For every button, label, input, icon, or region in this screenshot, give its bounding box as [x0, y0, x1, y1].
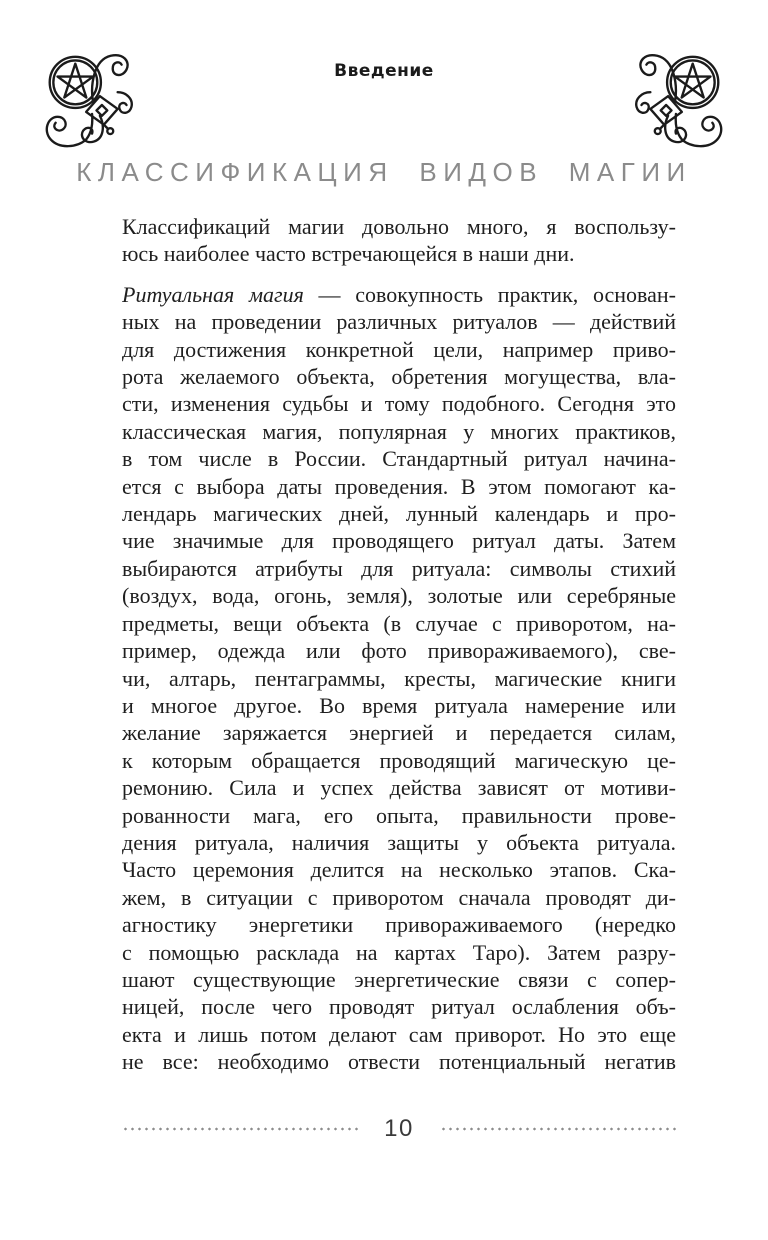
text-line: рота желаемого объекта, обретения могущества, вла-	[122, 364, 676, 390]
chapter-title: КЛАССИФИКАЦИЯ ВИДОВ МАГИИ	[76, 157, 692, 187]
body-text	[122, 213, 676, 1089]
text-line: агностику энергетики привораживаемого (нередко	[122, 912, 676, 938]
text-line: классическая магия, популярная у многих практиков,	[122, 418, 676, 444]
text-line: предметы, вещи объекта (в случае с приворотом, на-	[122, 610, 676, 636]
text-line: рованности мага, его опыта, правильности прове-	[122, 802, 676, 828]
text-line: пример, одежда или фото привораживаемого), све-	[122, 638, 676, 664]
text-line: Ритуальная магия — совокупность практик, основан-	[122, 281, 676, 307]
text-line: чие значимые для проводящего ритуал даты. Затем	[122, 528, 676, 554]
text-line: к которым обращается проводящий магическую це-	[122, 747, 676, 773]
text-line: ницей, после чего проводят ритуал ослабления объ-	[122, 994, 676, 1020]
page-number: 10	[384, 1115, 414, 1142]
text-line: сти, изменения судьбы и тому подобного. Сегодня это	[122, 391, 676, 417]
text-line: выбираются атрибуты для ритуала: символы стихий	[122, 555, 676, 581]
text-line: для достижения конкретной цели, например приво-	[122, 336, 676, 362]
text-line: дения ритуала, наличия защиты у объекта ритуала.	[122, 829, 676, 855]
running-header: Введение	[334, 61, 434, 81]
text-line: ется с выбора даты проведения. В этом помогают ка-	[122, 473, 676, 499]
text-line: шают существующие энергетические связи с сопер-	[122, 966, 676, 992]
page-footer	[122, 1116, 676, 1142]
text-line: (воздух, вода, огонь, земля), золотые или серебряные	[122, 583, 676, 609]
paragraph	[122, 213, 676, 268]
footer-dotted-divider-right	[440, 1127, 676, 1131]
text-line: ных на проведении различных ритуалов — действий	[122, 309, 676, 335]
footer-dotted-divider-left	[122, 1127, 358, 1131]
text-line: желание заряжается энергией и передается силам,	[122, 720, 676, 746]
text-line: лендарь магических дней, лунный календарь и про-	[122, 501, 676, 527]
text-line: с помощью расклада на картах Таро). Затем разру-	[122, 939, 676, 965]
text-line: Часто церемония делится на несколько этапов. Ска-	[122, 857, 676, 883]
text-line: не все: необходимо отвести потенциальный негатив	[122, 1049, 676, 1075]
text-line: ремонию. Сила и успех действа зависят от мотиви-	[122, 775, 676, 801]
text-line: в том числе в России. Стандартный ритуал начина-	[122, 446, 676, 472]
text-line: чи, алтарь, пентаграммы, кресты, магические книги	[122, 665, 676, 691]
text-line: Классификаций магии довольно много, я воспользу-	[122, 214, 676, 239]
paragraph	[122, 281, 676, 1076]
text-line: юсь наиболее часто встречающейся в наши дни.	[122, 241, 575, 267]
text-line: и многое другое. Во время ритуала намерение или	[122, 692, 676, 718]
text-line: екта и лишь потом делают сам приворот. Но это еще	[122, 1021, 676, 1047]
italic-term: Ритуальная магия	[122, 281, 304, 307]
text-line: жем, в ситуации с приворотом сначала проводят ди-	[122, 884, 676, 910]
